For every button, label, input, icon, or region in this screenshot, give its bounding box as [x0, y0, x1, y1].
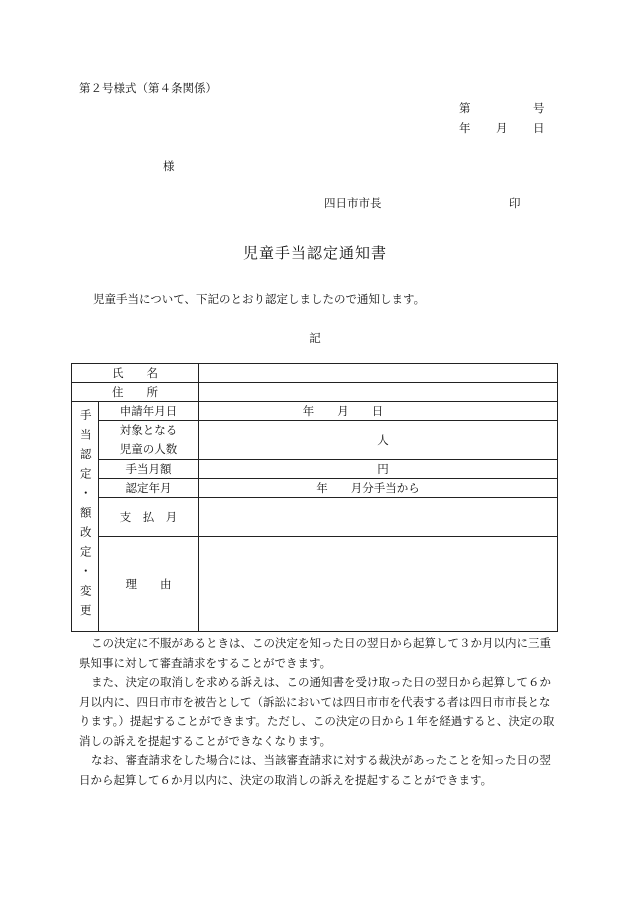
certification-table — [71, 363, 558, 632]
table-row-apply-date — [72, 402, 558, 421]
seal-mark: 印 — [509, 196, 521, 210]
children-label-line2: 児童の人数 — [119, 442, 178, 456]
children-label-line1: 対象となる — [119, 423, 178, 437]
addressee-suffix: 様 — [163, 159, 175, 173]
address-label: 住 所 — [72, 383, 199, 402]
table-row-reason — [72, 537, 558, 632]
issuer-name: 四日市市長 — [324, 196, 382, 210]
table-row-name — [72, 364, 558, 383]
children-value: 人 — [199, 421, 558, 460]
apply-date-value: 年 月 日 — [199, 402, 558, 421]
payment-label: 支 払 月 — [99, 498, 199, 537]
table-row-cert-month — [72, 479, 558, 498]
number-prefix: 第 — [459, 101, 471, 115]
date-year: 年 — [459, 121, 471, 135]
group-label-cell — [72, 402, 99, 632]
cert-month-label: 認定年月 — [99, 479, 199, 498]
appeal-notes — [79, 634, 559, 790]
table-row-address — [72, 383, 558, 402]
number-suffix: 号 — [533, 101, 545, 115]
reason-label: 理 由 — [99, 537, 199, 632]
name-label: 氏 名 — [72, 364, 199, 383]
intro-text: 児童手当について、下記のとおり認定しましたので通知します。 — [93, 292, 426, 306]
table-row-children — [72, 421, 558, 460]
date-day: 日 — [533, 121, 545, 135]
payment-value — [199, 498, 558, 537]
table-row-payment — [72, 498, 558, 537]
ki-heading: 記 — [309, 331, 321, 345]
reason-value — [199, 537, 558, 632]
monthly-label: 手当月額 — [99, 460, 199, 479]
note-paragraph-3: なお、審査請求をした場合には、当該審査請求に対する裁決があったことを知った日の翌日から起算して６か月以内に、決定の取消しの訴えを提起することができます。 — [79, 753, 551, 787]
document-title: 児童手当認定通知書 — [242, 244, 387, 262]
note-paragraph-2: また、決定の取消しを求める訴えは、この通知書を受け取った日の翌日から起算して６か月以内に、四日市市を被告として（訴訟においては四日市市を代表する者は四日市市長となります。）提起することができます。ただし、この決定の日から１年を経過すると、決定の取消しの訴えを提起することができなくなります。 — [79, 675, 555, 748]
note-paragraph-1: この決定に不服があるときは、この決定を知った日の翌日から起算して３か月以内に三重県知事に対して審査請求をすることができます。 — [79, 636, 551, 670]
date-month: 月 — [496, 121, 508, 135]
monthly-value: 円 — [199, 460, 558, 479]
name-value — [199, 364, 558, 383]
address-value — [199, 383, 558, 402]
form-identifier: 第２号様式（第４条関係） — [79, 81, 217, 95]
cert-month-value: 年 月分手当から — [199, 479, 558, 498]
children-label — [99, 421, 199, 460]
table-row-monthly — [72, 460, 558, 479]
group-label: 手当認定・額改定・変更 — [78, 409, 93, 624]
apply-date-label: 申請年月日 — [99, 402, 199, 421]
